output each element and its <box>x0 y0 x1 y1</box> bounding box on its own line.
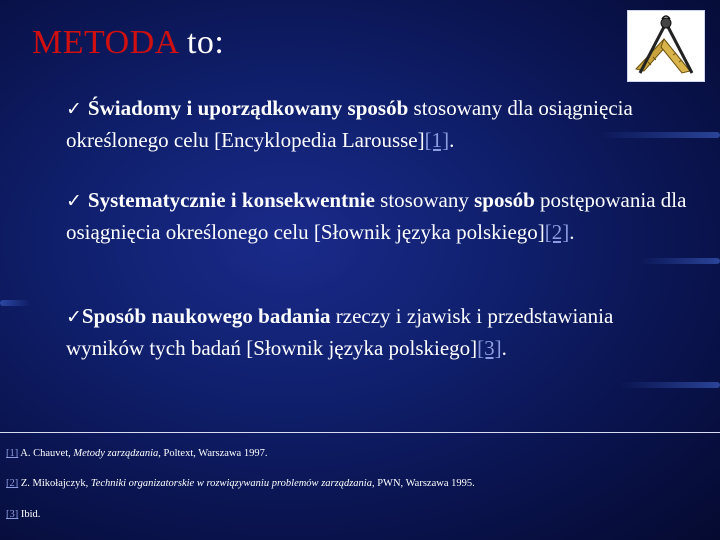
decorative-streak <box>640 258 720 264</box>
footnote <box>6 509 40 520</box>
checkmark-icon: ✓ <box>66 306 82 328</box>
reference-link[interactable]: [1] <box>424 128 450 152</box>
footnote-divider <box>0 432 720 433</box>
bullet-text-end: . <box>449 128 455 152</box>
checkmark-icon: ✓ <box>66 98 82 120</box>
compass-and-square-icon <box>627 10 705 82</box>
title-rest: to: <box>177 24 225 61</box>
bullet-bold-text: Świadomy i uporządkowany sposób <box>87 96 409 120</box>
footnote-text: Z. Mikołajczyk, <box>18 478 91 489</box>
bullet-text: postępowania dla osiągnięcia określonego celu [Słownik języka polskiego] <box>66 188 687 244</box>
bullet-text-end: . <box>501 336 507 360</box>
slide-title <box>32 24 224 62</box>
bullet-item <box>66 93 696 156</box>
decorative-streak <box>620 382 720 388</box>
footnote-text: , Poltext, Warszawa 1997. <box>158 448 268 459</box>
bullet-item <box>66 301 696 364</box>
bullet-bold-text: Sposób naukowego badania <box>81 304 331 328</box>
footnote-ref[interactable]: [3] <box>6 509 19 520</box>
reference-link[interactable]: [2] <box>544 220 570 244</box>
checkmark-icon: ✓ <box>66 190 82 212</box>
footnote-text: , PWN, Warszawa 1995. <box>371 478 475 489</box>
bullet-text: rzeczy i zjawisk i przedstawiania wyników tych badań [Słownik języka polskiego] <box>66 304 614 360</box>
compass-and-square-icon <box>628 11 704 81</box>
bullet-bold-text: Systematycznie i konsekwentnie <box>87 188 375 212</box>
footnote-text: Ibid. <box>18 509 41 520</box>
bullet-item <box>66 185 696 248</box>
decorative-streak <box>0 300 30 306</box>
bullet-text-end: . <box>569 220 575 244</box>
footnote-text: A. Chauvet, <box>18 448 74 459</box>
footnote-ref[interactable]: [2] <box>6 478 19 489</box>
footnote <box>6 448 267 459</box>
footnote-ref[interactable]: [1] <box>6 448 19 459</box>
footnote-title: Metody zarządzania <box>73 448 159 459</box>
footnote-title: Techniki organizatorskie w rozwiązywaniu problemów zarządzania <box>90 478 372 489</box>
title-keyword: METODA <box>32 24 178 61</box>
bullet-text: stosowany <box>374 188 475 212</box>
reference-link[interactable]: [3] <box>477 336 502 360</box>
footnote <box>6 478 475 489</box>
bullet-text: stosowany dla osiągnięcia określonego celu [Encyklopedia Larousse] <box>66 96 633 152</box>
bullet-bold-text: sposób <box>474 188 535 212</box>
